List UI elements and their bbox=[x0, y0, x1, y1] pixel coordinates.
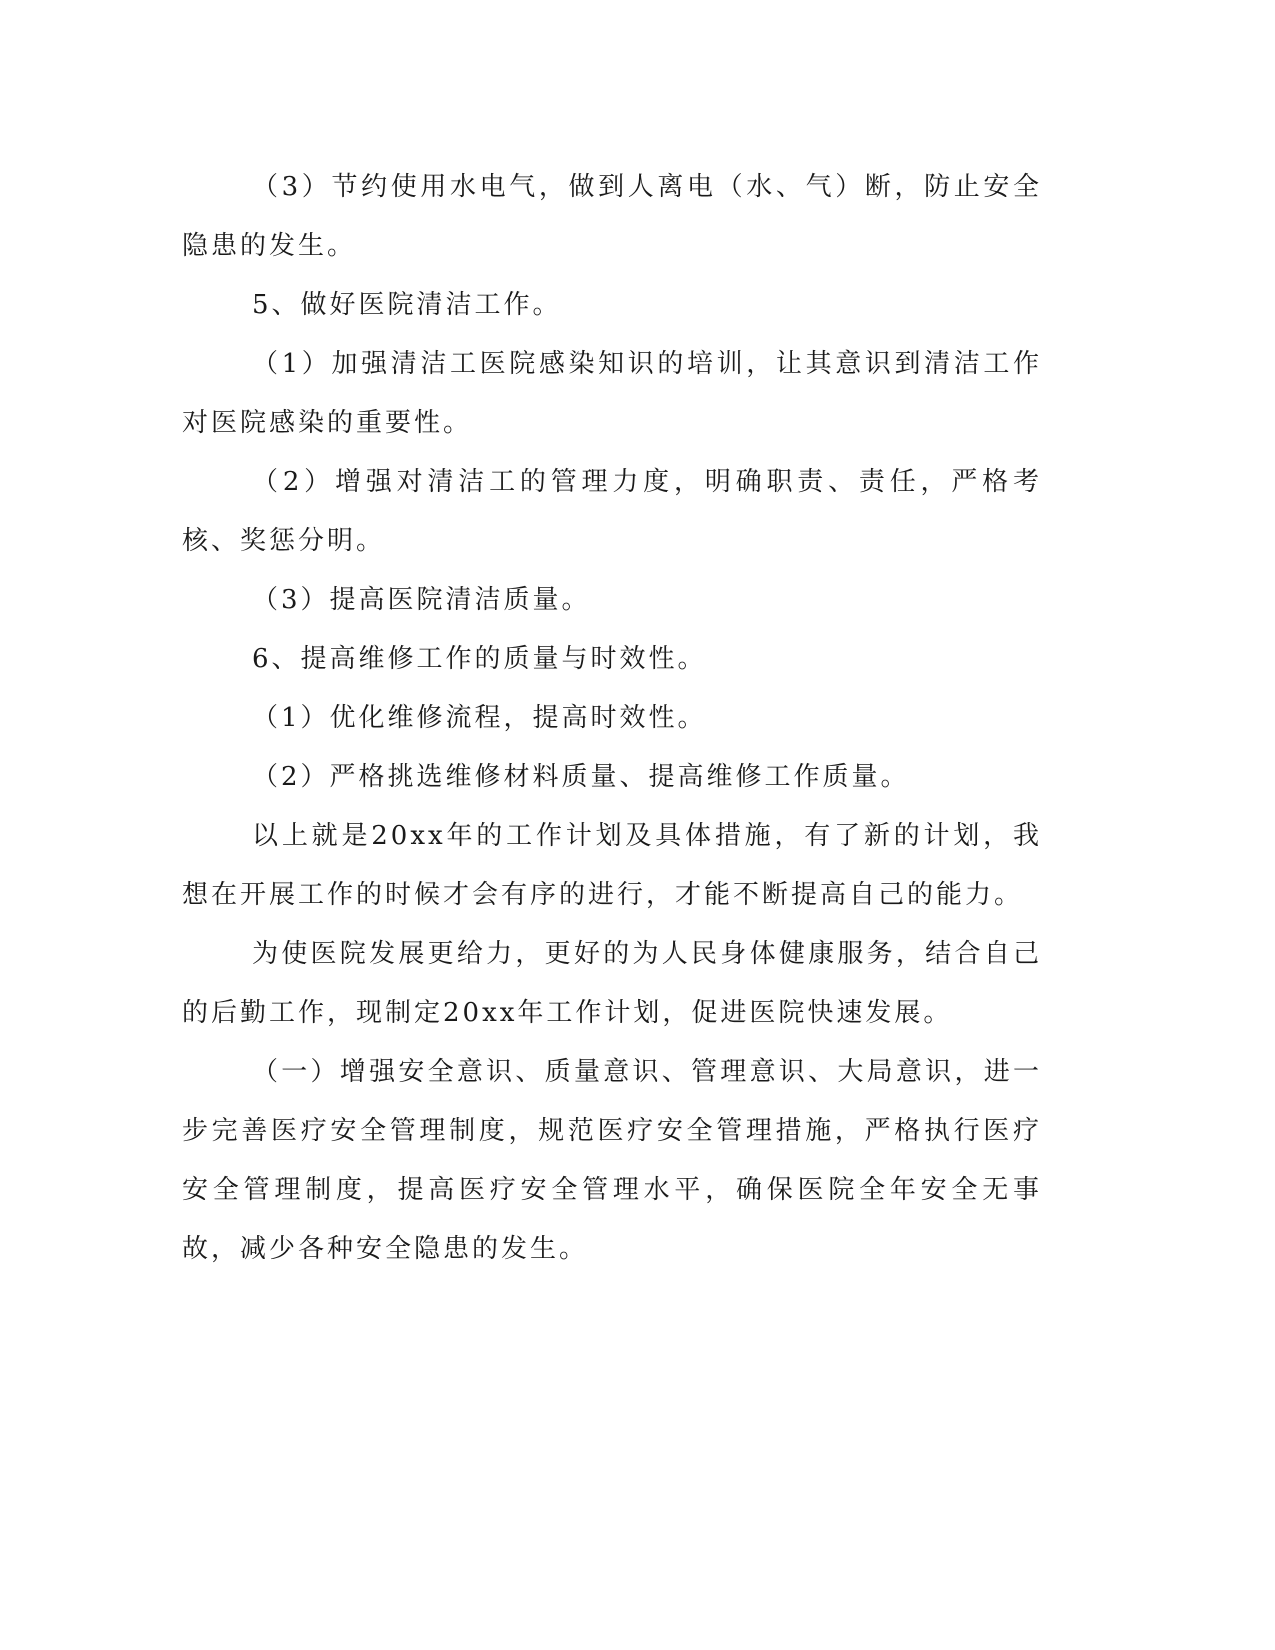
paragraph-cleaning-item-2: （2）增强对清洁工的管理力度，明确职责、责任，严格考核、奖惩分明。 bbox=[182, 467, 1042, 556]
paragraph-maintenance-item-1: （1）优化维修流程，提高时效性。 bbox=[252, 703, 707, 733]
paragraph-item-3-utilities: （3）节约使用水电气，做到人离电（水、气）断，防止安全隐患的发生。 bbox=[182, 172, 1042, 261]
section-heading-maintenance: 6、提高维修工作的质量与时效性。 bbox=[252, 644, 707, 674]
paragraph-summary: 以上就是20xx年的工作计划及具体措施，有了新的计划，我想在开展工作的时候才会有序的进行，才能不断提高自己的能力。 bbox=[182, 821, 1042, 910]
paragraph-cleaning-item-3: （3）提高医院清洁质量。 bbox=[252, 585, 591, 615]
paragraph-plan-intro: 为使医院发展更给力，更好的为人民身体健康服务，结合自己的后勤工作，现制定20xx年工作计划，促进医院快速发展。 bbox=[182, 939, 1042, 1028]
paragraph-maintenance-item-2: （2）严格挑选维修材料质量、提高维修工作质量。 bbox=[252, 762, 910, 792]
document-body bbox=[182, 158, 1042, 1279]
paragraph-cleaning-item-1: （1）加强清洁工医院感染知识的培训，让其意识到清洁工作对医院感染的重要性。 bbox=[182, 349, 1042, 438]
paragraph-safety-awareness: （一）增强安全意识、质量意识、管理意识、大局意识，进一步完善医疗安全管理制度，规范医疗安全管理措施，严格执行医疗安全管理制度，提高医疗安全管理水平，确保医院全年安全无事故，减少各种安全隐患的发生。 bbox=[182, 1057, 1042, 1264]
section-heading-cleaning: 5、做好医院清洁工作。 bbox=[252, 290, 562, 320]
